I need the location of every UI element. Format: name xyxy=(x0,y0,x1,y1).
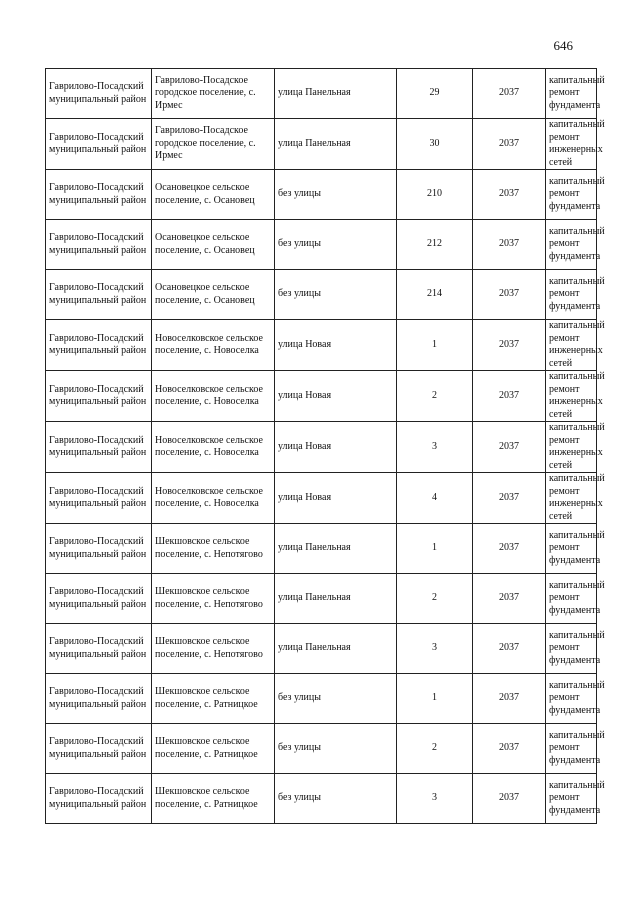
house-number-cell: 212 xyxy=(397,220,473,270)
street-cell: улица Панельная xyxy=(275,524,397,574)
year-cell: 2037 xyxy=(473,624,546,674)
house-number-cell: 214 xyxy=(397,270,473,320)
work-type-cell: капитальный ремонт инженерных сетей xyxy=(546,473,597,524)
table-body xyxy=(46,69,605,824)
district-cell: Гаврилово-Посадский муниципальный район xyxy=(46,220,152,270)
table-row xyxy=(46,774,597,824)
house-number-cell: 3 xyxy=(397,624,473,674)
settlement-cell: Гаврилово-Посадское городское поселение, с. Ирмес xyxy=(152,119,275,170)
work-type-cell: капитальный ремонт фундамента xyxy=(546,524,597,574)
house-number-cell: 210 xyxy=(397,170,473,220)
work-type-cell: капитальный ремонт инженерных сетей xyxy=(546,320,597,371)
work-type-cell: капитальный ремонт инженерных сетей xyxy=(546,422,597,473)
work-type-cell: капитальный ремонт фундамента xyxy=(546,574,597,624)
district-cell: Гаврилово-Посадский муниципальный район xyxy=(46,422,152,473)
year-cell: 2037 xyxy=(473,119,546,170)
page-number: 646 xyxy=(553,38,573,53)
table-row xyxy=(46,624,597,674)
street-cell: улица Панельная xyxy=(275,69,397,119)
work-type-cell: капитальный ремонт фундамента xyxy=(546,220,597,270)
district-cell: Гаврилово-Посадский муниципальный район xyxy=(46,624,152,674)
year-cell: 2037 xyxy=(473,270,546,320)
work-type-cell: капитальный ремонт фундамента xyxy=(546,170,597,220)
table-row xyxy=(46,320,597,371)
street-cell: без улицы xyxy=(275,774,397,824)
year-cell: 2037 xyxy=(473,69,546,119)
district-cell: Гаврилово-Посадский муниципальный район xyxy=(46,69,152,119)
table-row xyxy=(46,473,597,524)
table-row xyxy=(46,422,597,473)
year-cell: 2037 xyxy=(473,524,546,574)
house-number-cell: 2 xyxy=(397,371,473,422)
street-cell: улица Новая xyxy=(275,320,397,371)
year-cell: 2037 xyxy=(473,574,546,624)
street-cell: без улицы xyxy=(275,724,397,774)
table-row xyxy=(46,674,597,724)
district-cell: Гаврилово-Посадский муниципальный район xyxy=(46,774,152,824)
work-type-cell: капитальный ремонт инженерных сетей xyxy=(546,119,597,170)
settlement-cell: Новоселковское сельское поселение, с. Новоселка xyxy=(152,371,275,422)
district-cell: Гаврилово-Посадский муниципальный район xyxy=(46,524,152,574)
house-number-cell: 29 xyxy=(397,69,473,119)
work-type-cell: капитальный ремонт фундамента xyxy=(546,774,597,824)
district-cell: Гаврилово-Посадский муниципальный район xyxy=(46,674,152,724)
district-cell: Гаврилово-Посадский муниципальный район xyxy=(46,170,152,220)
work-type-cell: капитальный ремонт фундамента xyxy=(546,69,597,119)
house-number-cell: 1 xyxy=(397,320,473,371)
district-cell: Гаврилово-Посадский муниципальный район xyxy=(46,724,152,774)
house-number-cell: 3 xyxy=(397,774,473,824)
settlement-cell: Шекшовское сельское поселение, с. Непотягово xyxy=(152,574,275,624)
settlement-cell: Осановецкое сельское поселение, с. Осановец xyxy=(152,270,275,320)
street-cell: улица Новая xyxy=(275,371,397,422)
street-cell: улица Новая xyxy=(275,422,397,473)
district-cell: Гаврилово-Посадский муниципальный район xyxy=(46,119,152,170)
table-row xyxy=(46,724,597,774)
street-cell: без улицы xyxy=(275,270,397,320)
house-number-cell: 3 xyxy=(397,422,473,473)
settlement-cell: Шекшовское сельское поселение, с. Ратницкое xyxy=(152,724,275,774)
year-cell: 2037 xyxy=(473,220,546,270)
district-cell: Гаврилово-Посадский муниципальный район xyxy=(46,574,152,624)
district-cell: Гаврилово-Посадский муниципальный район xyxy=(46,270,152,320)
house-number-cell: 2 xyxy=(397,574,473,624)
table-row xyxy=(46,270,597,320)
street-cell: без улицы xyxy=(275,220,397,270)
table-row xyxy=(46,524,597,574)
settlement-cell: Шекшовское сельское поселение, с. Ратницкое xyxy=(152,674,275,724)
work-type-cell: капитальный ремонт фундамента xyxy=(546,624,597,674)
table-row xyxy=(46,371,597,422)
settlement-cell: Осановецкое сельское поселение, с. Осановец xyxy=(152,170,275,220)
street-cell: без улицы xyxy=(275,674,397,724)
settlement-cell: Новоселковское сельское поселение, с. Новоселка xyxy=(152,422,275,473)
table-row xyxy=(46,170,597,220)
table-row xyxy=(46,220,597,270)
year-cell: 2037 xyxy=(473,170,546,220)
table-row xyxy=(46,574,597,624)
year-cell: 2037 xyxy=(473,774,546,824)
work-type-cell: капитальный ремонт фундамента xyxy=(546,674,597,724)
house-number-cell: 2 xyxy=(397,724,473,774)
settlement-cell: Осановецкое сельское поселение, с. Осановец xyxy=(152,220,275,270)
repair-schedule-table xyxy=(45,68,605,824)
house-number-cell: 4 xyxy=(397,473,473,524)
settlement-cell: Шекшовское сельское поселение, с. Непотягово xyxy=(152,524,275,574)
year-cell: 2037 xyxy=(473,473,546,524)
street-cell: улица Панельная xyxy=(275,119,397,170)
street-cell: без улицы xyxy=(275,170,397,220)
settlement-cell: Новоселковское сельское поселение, с. Новоселка xyxy=(152,473,275,524)
table-row xyxy=(46,119,597,170)
house-number-cell: 1 xyxy=(397,674,473,724)
district-cell: Гаврилово-Посадский муниципальный район xyxy=(46,320,152,371)
street-cell: улица Новая xyxy=(275,473,397,524)
work-type-cell: капитальный ремонт фундамента xyxy=(546,270,597,320)
year-cell: 2037 xyxy=(473,371,546,422)
house-number-cell: 30 xyxy=(397,119,473,170)
district-cell: Гаврилово-Посадский муниципальный район xyxy=(46,371,152,422)
street-cell: улица Панельная xyxy=(275,624,397,674)
year-cell: 2037 xyxy=(473,674,546,724)
settlement-cell: Гаврилово-Посадское городское поселение, с. Ирмес xyxy=(152,69,275,119)
year-cell: 2037 xyxy=(473,724,546,774)
settlement-cell: Шекшовское сельское поселение, с. Ратницкое xyxy=(152,774,275,824)
district-cell: Гаврилово-Посадский муниципальный район xyxy=(46,473,152,524)
work-type-cell: капитальный ремонт инженерных сетей xyxy=(546,371,597,422)
year-cell: 2037 xyxy=(473,320,546,371)
street-cell: улица Панельная xyxy=(275,574,397,624)
work-type-cell: капитальный ремонт фундамента xyxy=(546,724,597,774)
settlement-cell: Шекшовское сельское поселение, с. Непотягово xyxy=(152,624,275,674)
year-cell: 2037 xyxy=(473,422,546,473)
house-number-cell: 1 xyxy=(397,524,473,574)
table-row xyxy=(46,69,597,119)
settlement-cell: Новоселковское сельское поселение, с. Новоселка xyxy=(152,320,275,371)
